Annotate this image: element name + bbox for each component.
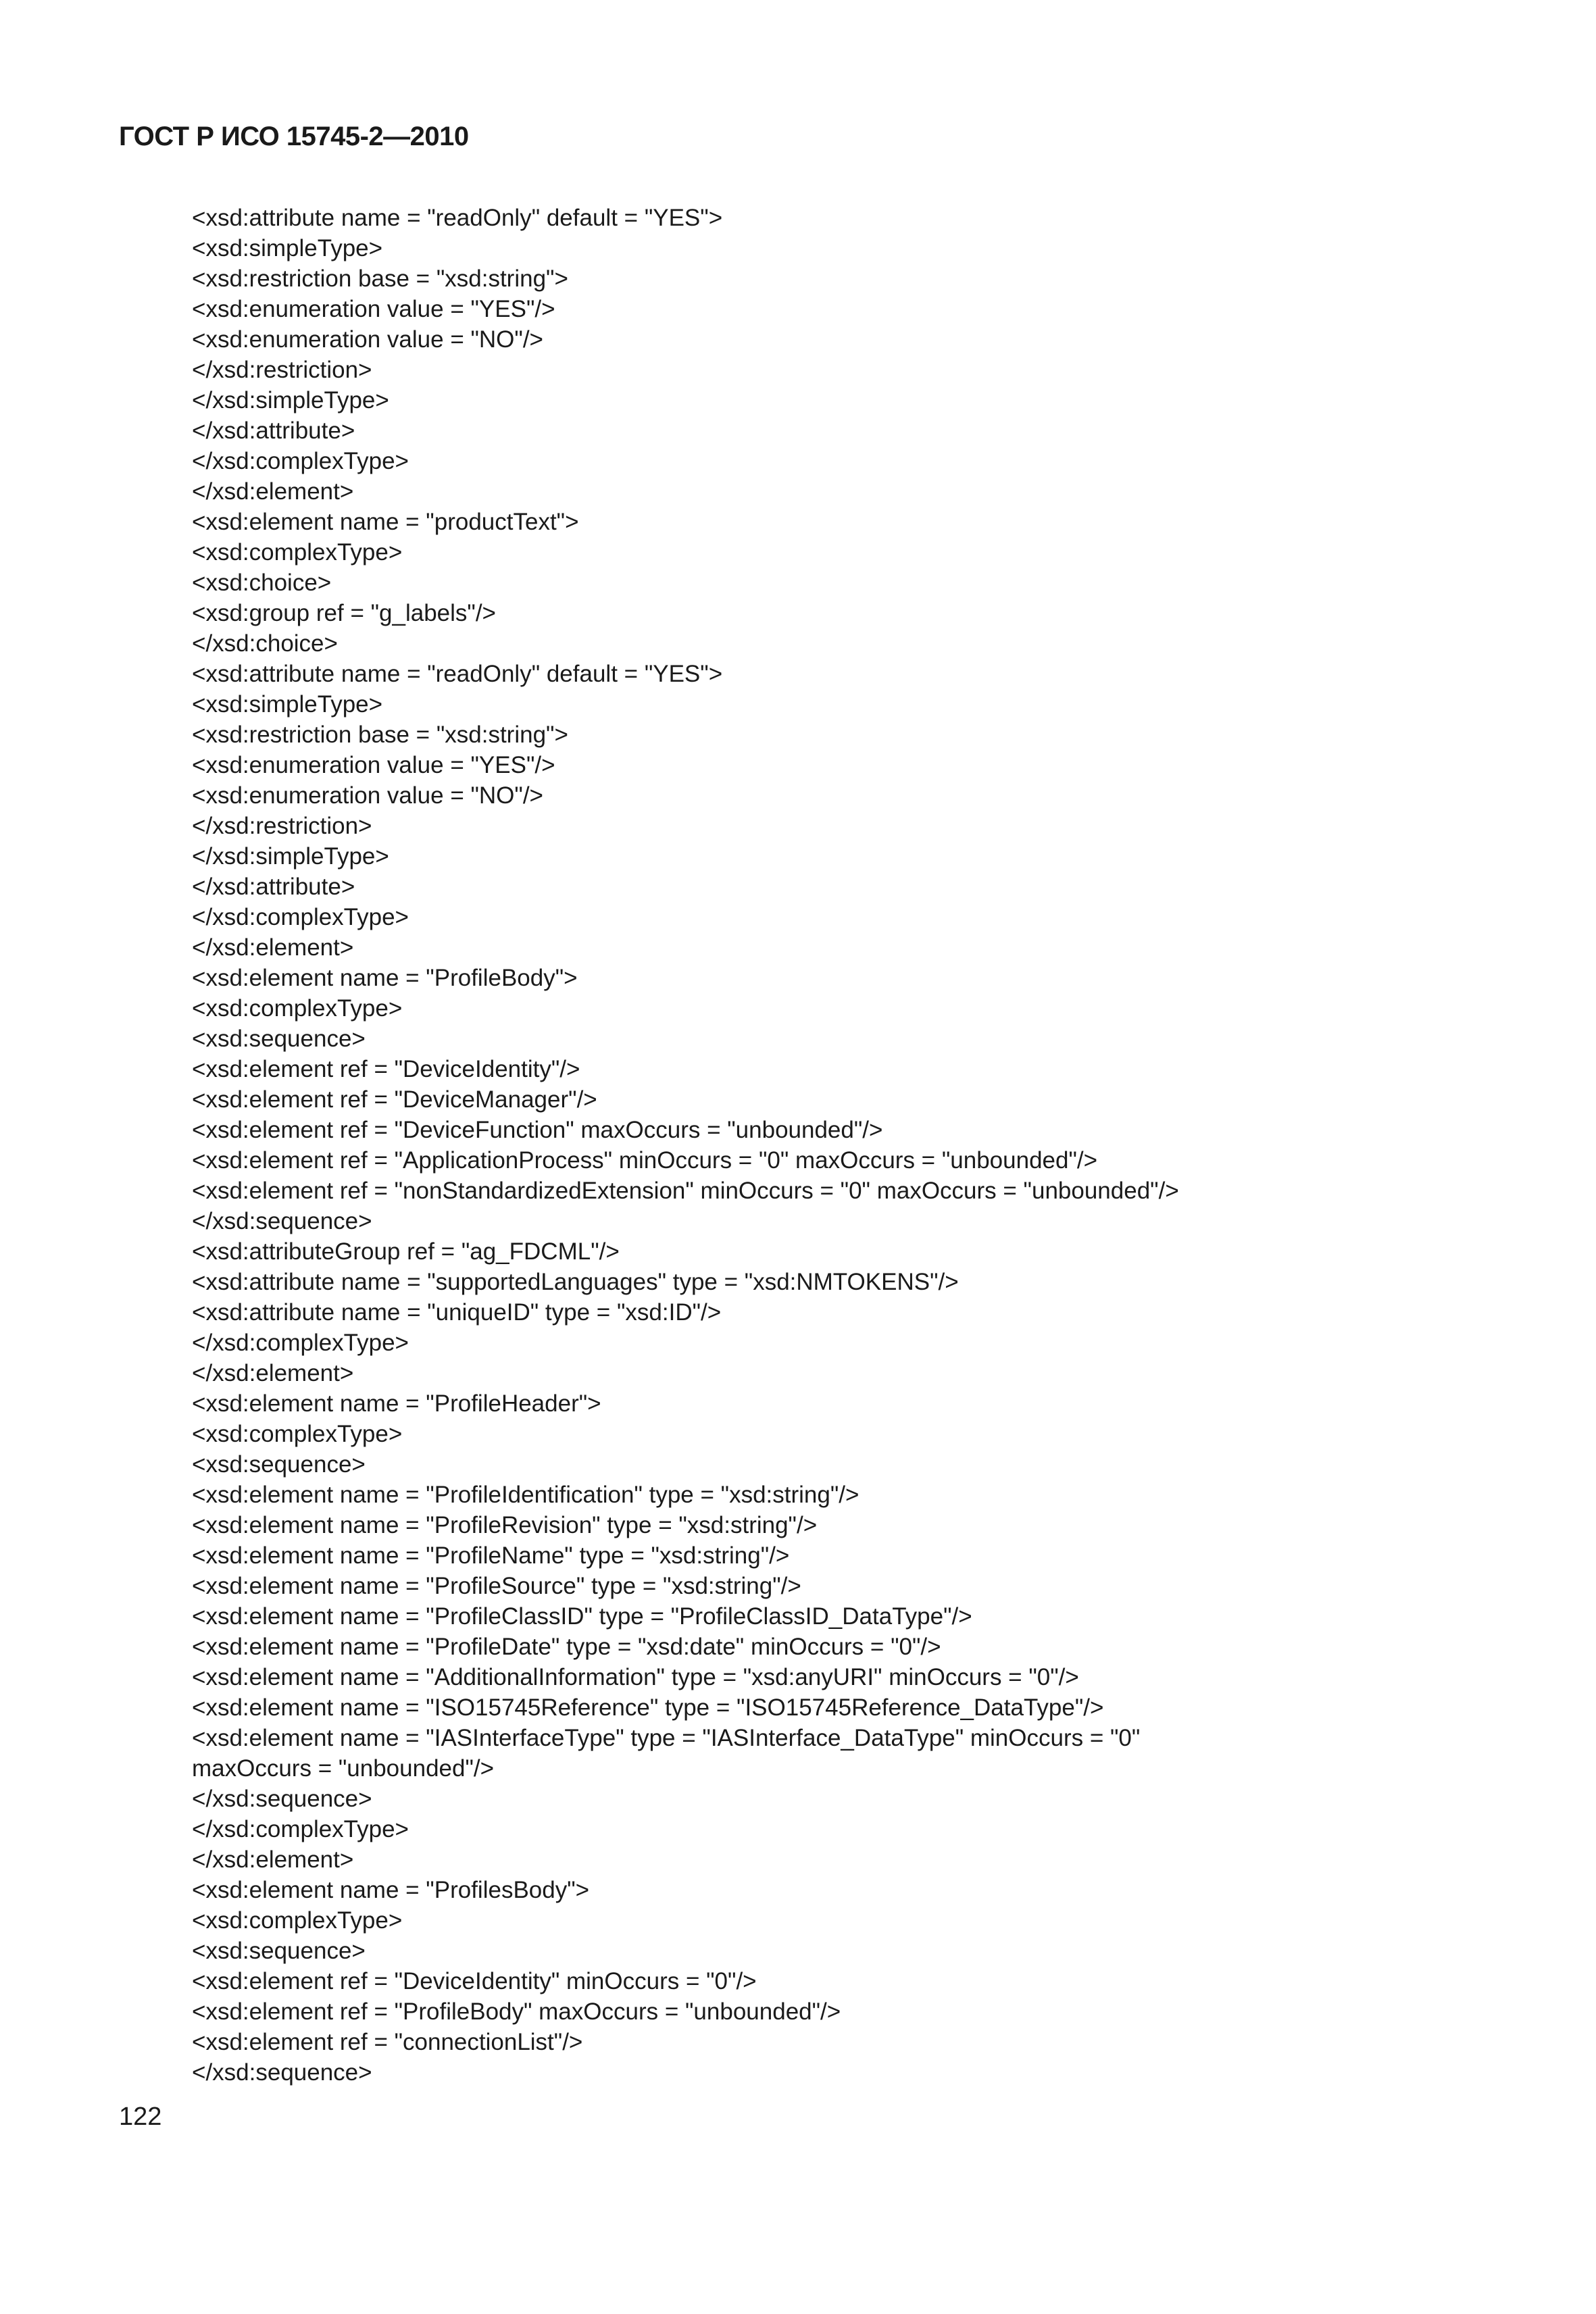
code-line: <xsd:element ref = "DeviceManager"/> (192, 1086, 597, 1113)
code-line: <xsd:enumeration value = "NO"/> (192, 326, 543, 353)
code-line: <xsd:element name = "IASInterfaceType" type = "IASInterface_DataType" minOccurs = "0" (192, 1725, 1141, 1751)
code-line: </xsd:element> (192, 934, 354, 961)
code-line: <xsd:element name = "ProfileIdentification" type = "xsd:string"/> (192, 1482, 859, 1508)
code-line: <xsd:attribute name = "readOnly" default = "YES"> (192, 205, 723, 231)
code-line: <xsd:element name = "ProfileName" type = "xsd:string"/> (192, 1542, 790, 1569)
code-line: <xsd:sequence> (192, 1451, 366, 1478)
code-line: <xsd:element ref = "DeviceFunction" maxOccurs = "unbounded"/> (192, 1117, 883, 1143)
code-line: <xsd:attribute name = "readOnly" default = "YES"> (192, 661, 723, 687)
code-line: <xsd:enumeration value = "YES"/> (192, 296, 555, 322)
code-line: </xsd:simpleType> (192, 387, 389, 413)
page-number: 122 (119, 2103, 162, 2131)
code-line: </xsd:restriction> (192, 813, 372, 839)
code-line: <xsd:element ref = "connectionList"/> (192, 2029, 583, 2055)
code-line: <xsd:complexType> (192, 539, 403, 565)
code-line: <xsd:element name = "ProfileClassID" type = "ProfileClassID_DataType"/> (192, 1603, 972, 1630)
code-line: </xsd:element> (192, 478, 354, 505)
code-line: <xsd:sequence> (192, 1938, 366, 1964)
code-line: </xsd:restriction> (192, 357, 372, 383)
code-line: <xsd:element name = "ProfileRevision" type = "xsd:string"/> (192, 1512, 818, 1538)
code-line: <xsd:element name = "ProfileDate" type = "xsd:date" minOccurs = "0"/> (192, 1634, 941, 1660)
code-line: <xsd:element name = "ProfilesBody"> (192, 1877, 590, 1903)
code-line: <xsd:element ref = "ProfileBody" maxOccurs = "unbounded"/> (192, 1998, 841, 2025)
code-line: <xsd:simpleType> (192, 235, 383, 261)
code-line: <xsd:attribute name = "uniqueID" type = "xsd:ID"/> (192, 1299, 722, 1326)
code-line: <xsd:group ref = "g_labels"/> (192, 600, 496, 626)
code-line: <xsd:element ref = "ApplicationProcess" minOccurs = "0" maxOccurs = "unbounded"/> (192, 1147, 1098, 1174)
code-line: <xsd:complexType> (192, 1907, 403, 1934)
code-line: <xsd:restriction base = "xsd:string"> (192, 722, 568, 748)
code-line: <xsd:complexType> (192, 1421, 403, 1447)
code-line: <xsd:complexType> (192, 995, 403, 1022)
code-line: <xsd:restriction base = "xsd:string"> (192, 266, 568, 292)
code-line: <xsd:simpleType> (192, 691, 383, 718)
code-line: </xsd:attribute> (192, 874, 355, 900)
code-line: <xsd:element name = "AdditionalInformation" type = "xsd:anyURI" minOccurs = "0"/> (192, 1664, 1079, 1690)
code-line: </xsd:complexType> (192, 448, 409, 474)
code-line: <xsd:element ref = "nonStandardizedExtension" minOccurs = "0" maxOccurs = "unbounded"/> (192, 1178, 1179, 1204)
code-line: <xsd:sequence> (192, 1026, 366, 1052)
xsd-code-listing (192, 203, 1510, 2088)
code-line: <xsd:element ref = "DeviceIdentity"/> (192, 1056, 580, 1082)
code-line: </xsd:simpleType> (192, 843, 389, 870)
document-standard-header: ГОСТ Р ИСО 15745-2—2010 (119, 122, 469, 151)
code-line: <xsd:element name = "productText"> (192, 509, 579, 535)
code-line: <xsd:element name = "ISO15745Reference" type = "ISO15745Reference_DataType"/> (192, 1694, 1104, 1721)
code-line: <xsd:enumeration value = "NO"/> (192, 782, 543, 809)
code-line: <xsd:element ref = "DeviceIdentity" minOccurs = "0"/> (192, 1968, 757, 1994)
code-line: </xsd:complexType> (192, 904, 409, 930)
code-line: <xsd:element name = "ProfileHeader"> (192, 1390, 601, 1417)
code-line: </xsd:complexType> (192, 1330, 409, 1356)
code-line: </xsd:sequence> (192, 2059, 372, 2086)
code-line: <xsd:element name = "ProfileBody"> (192, 965, 578, 991)
code-line: <xsd:enumeration value = "YES"/> (192, 752, 555, 778)
code-line: </xsd:attribute> (192, 418, 355, 444)
code-line: </xsd:complexType> (192, 1816, 409, 1842)
code-line: <xsd:attributeGroup ref = "ag_FDCML"/> (192, 1238, 620, 1265)
code-line: </xsd:choice> (192, 630, 338, 657)
code-line: <xsd:element name = "ProfileSource" type = "xsd:string"/> (192, 1573, 801, 1599)
code-line: </xsd:sequence> (192, 1208, 372, 1234)
code-line: <xsd:choice> (192, 570, 332, 596)
code-line: maxOccurs = "unbounded"/> (192, 1755, 495, 1782)
code-line: </xsd:element> (192, 1846, 354, 1873)
code-line: </xsd:sequence> (192, 1786, 372, 1812)
code-line: <xsd:attribute name = "supportedLanguages" type = "xsd:NMTOKENS"/> (192, 1269, 959, 1295)
code-line: </xsd:element> (192, 1360, 354, 1386)
